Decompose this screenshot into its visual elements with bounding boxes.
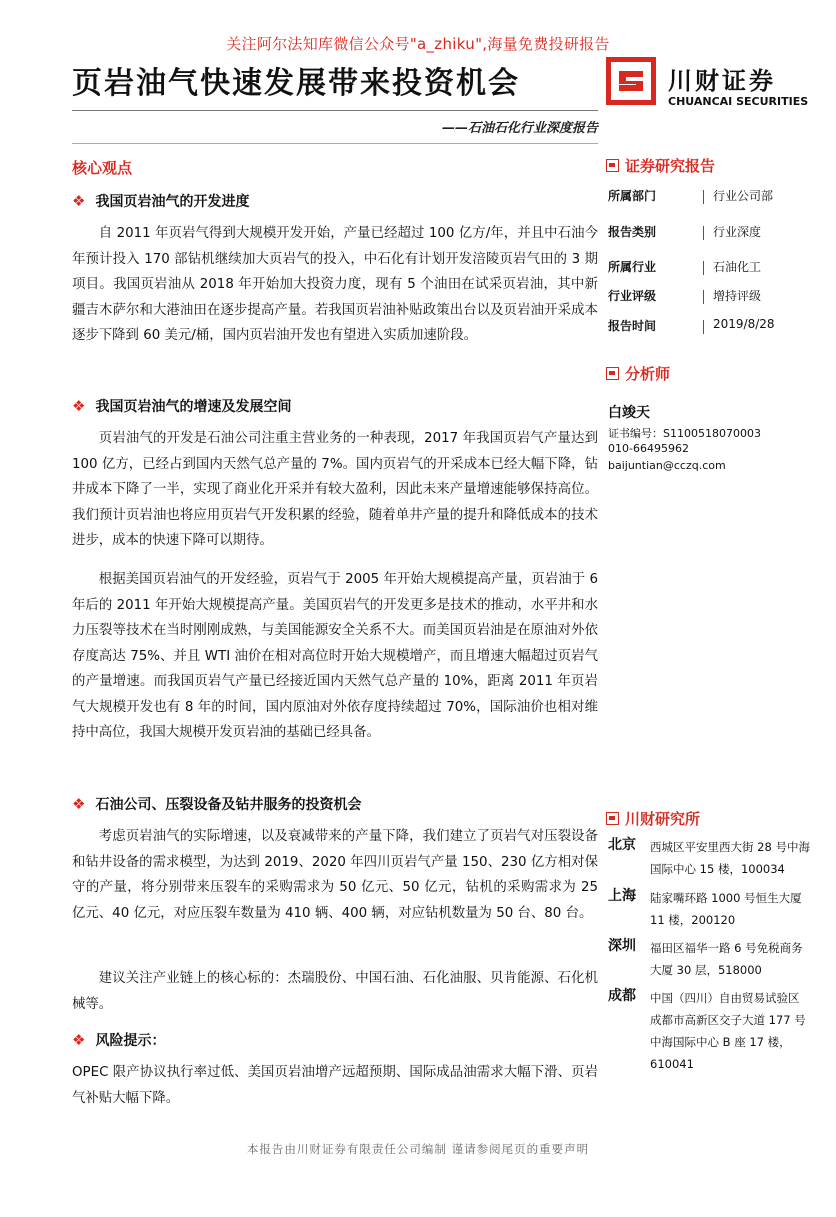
- office-address: 福田区福华一路 6 号免税商务大厦 30 层，518000: [650, 941, 803, 977]
- paragraph: 自 2011 年页岩气得到大规模开发开始，产量已经超过 100 亿方/年，并且中石油今年预计投入 170 部钻机继续加大页岩气的投入，中石化有计划开发涪陵页岩气田的 3 期项目。我国页岩油从 2018 年开始加大投资力度，现有 5 个油田在试采页岩油，其中新疆吉木萨尔和大港油田在逐步提高产量。若我国页岩油补贴政策出台以及页岩油开采成本逐步下降到 60 美元/桶，国内页岩油开发也有望进入实质加速阶段。: [72, 226, 598, 343]
- info-row: [608, 287, 808, 309]
- company-logo: [606, 57, 809, 113]
- paragraph: 建议关注产业链上的核心标的：杰瑞股份、中国石油、石化油服、贝肯能源、石化机械等。: [72, 971, 598, 1012]
- section-marker-icon: [606, 812, 619, 825]
- office-address: 陆家嘴环路 1000 号恒生大厦 11 楼，200120: [650, 891, 802, 927]
- info-key: 报告类别: [608, 225, 657, 239]
- office-city: 北京: [608, 837, 636, 853]
- section-heading: ❖ 石油公司、压裂设备及钻井服务的投资机会: [72, 795, 362, 813]
- header-divider: [72, 110, 598, 111]
- analyst-heading: 分析师: [606, 363, 670, 384]
- logo-text-cn: 川财证券: [668, 67, 776, 95]
- info-row: [608, 317, 808, 339]
- section-heading: ❖ 风险提示：: [72, 1031, 166, 1049]
- office-address: 中国（四川）自由贸易试验区成都市高新区交子大道 177 号中海国际中心 B 座 17 楼，610041: [650, 991, 806, 1071]
- paragraph: 考虑页岩油气的实际增速，以及衰减带来的产量下降，我们建立了页岩气对压裂设备和钻井设备的需求模型，为达到 2019、2020 年四川页岩气产量 150、230 亿方相对保守的产量，将分别带来压裂车的采购需求为 50 亿元、50 亿元，钻机的采购需求为 25 亿元、40 亿元，对应压裂车数量为 410 辆、400 辆，对应钻机数量为 50 台、80 台。: [72, 829, 598, 921]
- info-key: 所属行业: [608, 260, 657, 274]
- info-value: 行业公司部: [713, 189, 774, 203]
- report-title: 页岩油气快速发展带来投资机会: [72, 66, 520, 101]
- info-row: [608, 223, 808, 245]
- info-key: 行业评级: [608, 289, 657, 303]
- office-city: 成都: [608, 988, 636, 1004]
- info-separator: [703, 290, 704, 304]
- info-separator: [703, 226, 704, 240]
- promo-banner: 关注阿尔法知库微信公众号"a_zhiku",海量免费投研报告: [226, 35, 610, 53]
- info-row: [608, 187, 808, 209]
- analyst-email[interactable]: baijuntian@cczq.com: [608, 459, 726, 472]
- report-subtitle: ——石油石化行业深度报告: [441, 121, 598, 136]
- diamond-bullet-icon: ❖: [72, 1031, 86, 1049]
- info-value: 增持评级: [713, 289, 762, 303]
- logo-mark-icon: [606, 57, 656, 105]
- paragraph: OPEC 限产协议执行率过低、美国页岩油增产远超预期、国际成品油需求大幅下滑、页岩气补贴大幅下降。: [72, 1065, 598, 1106]
- footer-disclaimer: 本报告由川财证券有限责任公司编制 谨请参阅尾页的重要声明: [246, 1142, 590, 1156]
- office-address: 西城区平安里西大街 28 号中海国际中心 15 楼，100034: [650, 840, 810, 876]
- analyst-phone: 010-66495962: [608, 442, 689, 455]
- analyst-name: 白竣天: [608, 405, 650, 421]
- subtitle-divider: [72, 143, 598, 144]
- paragraph: 页岩油气的开发是石油公司注重主营业务的一种表现，2017 年我国页岩气产量达到 100 亿方，已经占到国内天然气总产量的 7%。国内页岩气的开采成本已经大幅下降，钻井成本下降了一半，实现了商业化开采并有较大盈利，因此未来产量增速能够保持高位。我们预计页岩油也将应用页岩气开发积累的经验，随着单井产量的提升和降低成本的技术进步，成本的快速下降可以期待。: [72, 431, 598, 548]
- info-separator: [703, 261, 704, 275]
- institute-heading: 川财研究所: [606, 808, 700, 829]
- info-key: 所属部门: [608, 189, 657, 203]
- diamond-bullet-icon: ❖: [72, 192, 86, 210]
- info-value: 行业深度: [713, 225, 762, 239]
- info-row: [608, 258, 808, 280]
- office-city: 深圳: [608, 938, 636, 954]
- logo-text-en: CHUANCAI SECURITIES: [668, 95, 809, 108]
- office-city: 上海: [608, 888, 636, 904]
- diamond-bullet-icon: ❖: [72, 397, 86, 415]
- diamond-bullet-icon: ❖: [72, 795, 86, 813]
- info-separator: [703, 320, 704, 334]
- analyst-cert: 证书编号：S1100518070003: [608, 427, 761, 440]
- section-marker-icon: [606, 367, 619, 380]
- info-value: 石油化工: [713, 260, 762, 274]
- paragraph: 根据美国页岩油气的开发经验，页岩气于 2005 年开始大规模提高产量，页岩油于 6 年后的 2011 年开始大规模提高产量。美国页岩气的开发更多是技术的推动，水平井和水力压裂等技术在当时刚刚成熟，与美国能源安全关系不大。而美国页岩油是在原油对外依存度高达 75%、并且 WTI 油价在相对高位时开始大规模增产，而且增速大幅超过页岩气的产量增速。而我国页岩气产量已经接近国内天然气总产量的 10%，距离 2011 年页岩气大规模开发也有 8 年的时间，国内原油对外依存度持续超过 70%，国际油价也相对维持中高位，我国大规模开发页岩油的基础已经具备。: [72, 572, 598, 740]
- report-type-heading: 证券研究报告: [606, 155, 715, 176]
- section-heading: ❖ 我国页岩油气的开发进度: [72, 192, 250, 210]
- section-marker-icon: [606, 159, 619, 172]
- core-viewpoint-label: 核心观点: [72, 159, 133, 177]
- section-heading: ❖ 我国页岩油气的增速及发展空间: [72, 397, 292, 415]
- info-separator: [703, 190, 704, 204]
- info-value: 2019/8/28: [713, 317, 775, 331]
- info-key: 报告时间: [608, 319, 657, 333]
